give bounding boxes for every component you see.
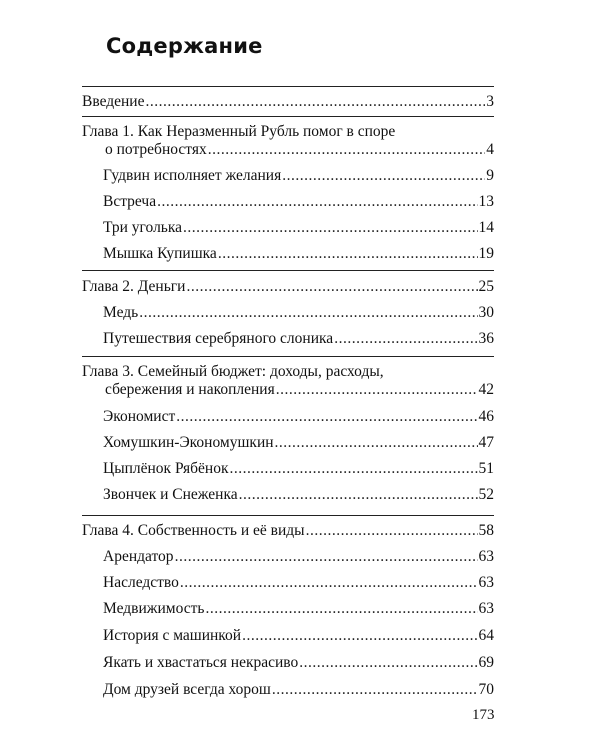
toc-entry <box>103 681 494 699</box>
section-divider <box>82 116 494 117</box>
toc-chapter-1 <box>105 141 494 159</box>
toc-entry-title: Арендатор <box>103 548 174 565</box>
toc-entry-page: 36 <box>478 330 494 347</box>
toc-entry-page: 14 <box>478 219 494 236</box>
toc-entry <box>103 548 494 566</box>
dot-leader <box>183 219 477 237</box>
dot-leader <box>299 654 477 672</box>
toc-entry-title: Мышка Купишка <box>103 245 217 262</box>
toc-entry <box>103 600 494 618</box>
toc-entry <box>103 574 494 592</box>
toc-entry-page: 46 <box>478 408 494 425</box>
toc-entry-title: Экономист <box>103 408 176 425</box>
toc-entry-title: Три уголька <box>103 219 183 236</box>
dot-leader <box>139 304 477 322</box>
chapter-1-title-line1: Глава 1. Как Неразменный Рубль помог в споре <box>82 123 396 140</box>
toc-entry-page: 64 <box>478 627 494 644</box>
toc-entry <box>103 654 494 672</box>
toc-entry <box>103 245 494 263</box>
toc-entry-page: 63 <box>478 574 494 591</box>
toc-entry-title: Цыплёнок Рябёнок <box>103 460 229 477</box>
dot-leader <box>242 627 477 645</box>
toc-entry-title: Наследство <box>103 574 179 591</box>
toc-entry-title: История с машинкой <box>103 627 242 644</box>
page-title: Содержание <box>106 34 263 58</box>
toc-entry-title: Звончек и Снеженка <box>103 486 238 503</box>
toc-entry-title: Медь <box>103 304 139 321</box>
toc-entry-title: Путешествия серебряного слоника <box>103 330 334 347</box>
dot-leader <box>272 681 478 699</box>
dot-leader <box>180 574 478 592</box>
toc-entry <box>103 193 494 211</box>
dot-leader <box>334 330 477 348</box>
dot-leader <box>205 600 477 618</box>
dot-leader <box>239 486 478 504</box>
dot-leader <box>186 278 477 296</box>
chapter-3-title-line1: Глава 3. Семейный бюджет: доходы, расходы, <box>82 363 384 380</box>
dot-leader <box>306 522 478 540</box>
chapter-3-title-line2: сбережения и накопления <box>105 381 275 398</box>
toc-entry <box>103 460 494 478</box>
toc-entry <box>103 486 494 504</box>
page-number: 173 <box>472 707 495 723</box>
toc-chapter-2 <box>82 278 494 296</box>
toc-entry-page: 19 <box>478 245 494 262</box>
dot-leader <box>218 245 478 263</box>
toc-entry-title: Встреча <box>103 193 157 210</box>
dot-leader <box>157 193 477 211</box>
dot-leader <box>275 434 478 452</box>
toc-entry-page: 63 <box>478 548 494 565</box>
toc-entry-page: 63 <box>478 600 494 617</box>
toc-entry-page: 9 <box>486 167 494 184</box>
toc-entry-page: 3 <box>486 93 494 110</box>
dot-leader <box>175 548 478 566</box>
toc-entry-page: 42 <box>478 381 494 398</box>
section-divider <box>82 515 494 516</box>
toc-entry <box>103 434 494 452</box>
toc-entry-introduction <box>82 93 494 111</box>
toc-entry-page: 58 <box>478 522 494 539</box>
toc-chapter-4 <box>82 522 494 540</box>
toc-entry-page: 13 <box>478 193 494 210</box>
dot-leader <box>145 93 485 111</box>
section-divider <box>82 356 494 357</box>
toc-entry <box>103 167 494 185</box>
toc-entry-title: Глава 2. Деньги <box>82 278 186 295</box>
toc-entry-page: 25 <box>478 278 494 295</box>
dot-leader <box>229 460 477 478</box>
dot-leader <box>276 381 478 399</box>
toc-entry-title: Якать и хвастаться некрасиво <box>103 654 299 671</box>
toc-entry-page: 52 <box>478 486 494 503</box>
toc-entry-title: Хомушкин-Экономушкин <box>103 434 274 451</box>
toc-entry-title: Дом друзей всегда хорош <box>103 681 271 698</box>
toc-entry-page: 51 <box>478 460 494 477</box>
dot-leader <box>176 408 477 426</box>
toc-entry-title: Медвижимость <box>103 600 205 617</box>
dot-leader <box>208 141 486 159</box>
toc-entry-page: 4 <box>486 141 494 158</box>
toc-entry <box>103 627 494 645</box>
toc-entry <box>103 330 494 348</box>
toc-entry-title: Глава 4. Собственность и её виды <box>82 522 305 539</box>
toc-entry-page: 69 <box>478 654 494 671</box>
toc-entry <box>103 304 494 322</box>
toc-entry-page: 70 <box>478 681 494 698</box>
toc-entry <box>103 408 494 426</box>
toc-entry-title: Введение <box>82 93 145 110</box>
chapter-1-title-line2: о потребностях <box>105 141 207 158</box>
toc-entry-page: 30 <box>478 304 494 321</box>
toc-entry <box>103 219 494 237</box>
toc-entry-title: Гудвин исполняет желания <box>103 167 282 184</box>
section-divider <box>82 86 494 87</box>
toc-chapter-3 <box>105 381 494 399</box>
section-divider <box>82 270 494 271</box>
dot-leader <box>282 167 485 185</box>
toc-entry-page: 47 <box>478 434 494 451</box>
